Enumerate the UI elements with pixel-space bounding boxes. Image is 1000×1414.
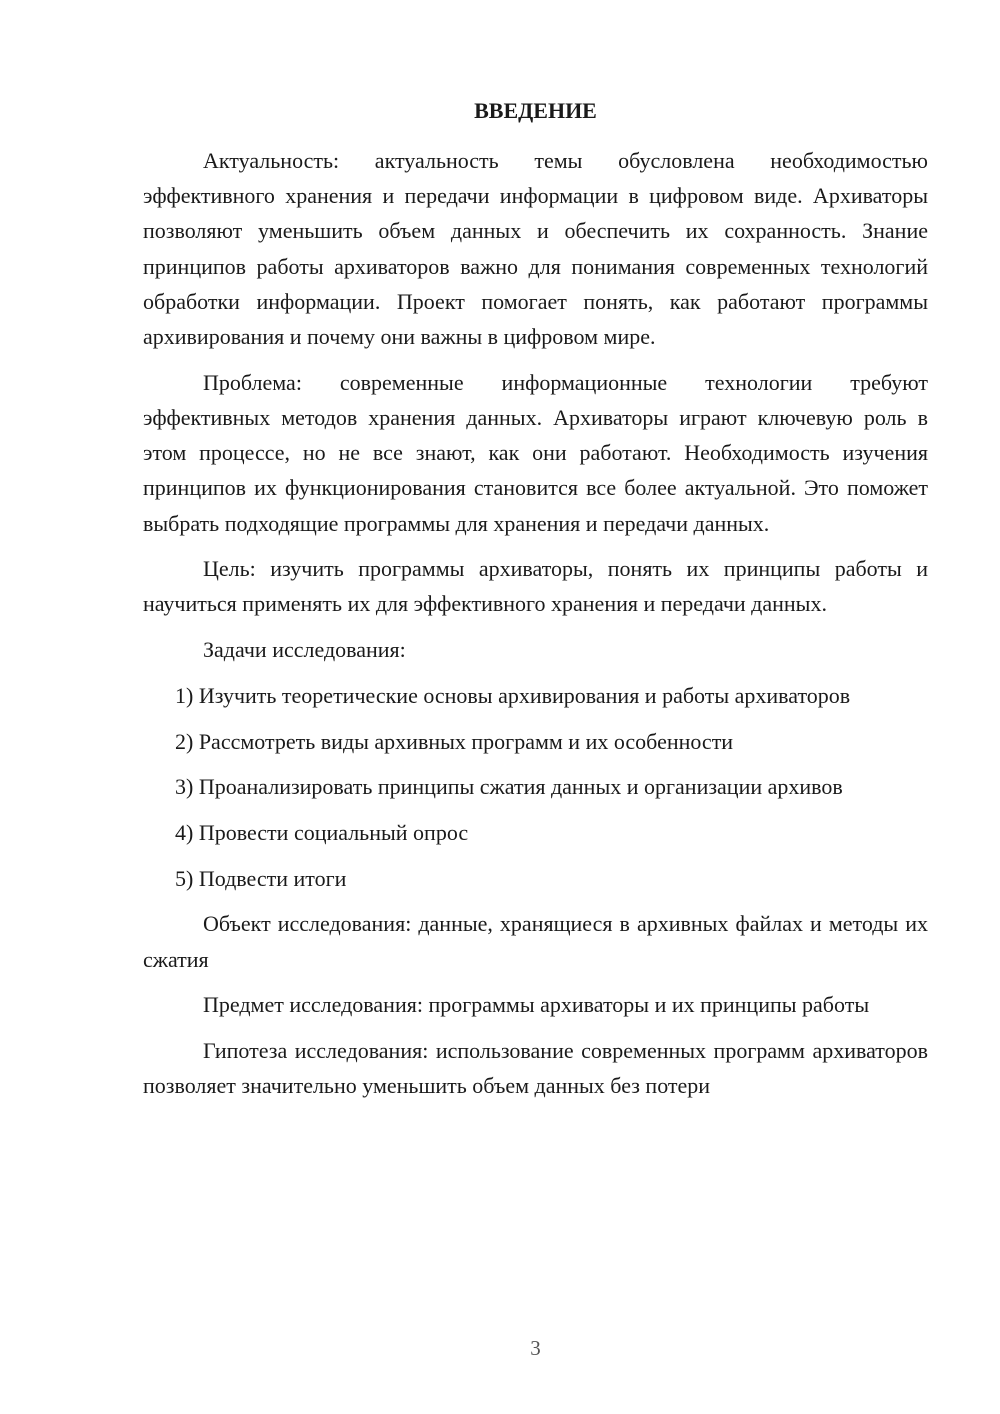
document-body — [143, 143, 928, 1114]
task-item-3: 3) Проанализировать принципы сжатия данных и организации архивов — [175, 774, 843, 800]
paragraph-problem: Проблема: современные информационные технологии требуют эффективных методов хранения данных. Архиваторы играют ключевую роль в этом процессе, но не все знают, как они работают. Необходимость изучения принципов их функционирования становится все более актуальной. Это поможет выбрать подходящие программы для хранения и передачи данных. — [143, 369, 928, 536]
page-number: 3 — [530, 1336, 541, 1360]
task-item-4: 4) Провести социальный опрос — [175, 819, 469, 845]
paragraph-subject: Предмет исследования: программы архиваторы и их принципы работы — [203, 992, 870, 1018]
paragraph-hypothesis: Гипотеза исследования: использование современных программ архиваторов позволяет значительно уменьшить объем данных без потери — [143, 1037, 928, 1099]
paragraph-tasks-heading: Задачи исследования: — [203, 637, 406, 663]
page-heading: ВВЕДЕНИЕ — [474, 98, 597, 123]
task-item-1: 1) Изучить теоретические основы архивирования и работы архиваторов — [175, 682, 851, 708]
paragraph-goal: Цель: изучить программы архиваторы, понять их принципы работы и научиться применять их для эффективного хранения и передачи данных. — [143, 556, 928, 617]
task-item-5: 5) Подвести итоги — [175, 865, 347, 891]
paragraph-object: Объект исследования: данные, хранящиеся в архивных файлах и методы их сжатия — [143, 911, 928, 972]
paragraph-relevance: Актуальность: актуальность темы обусловлена необходимостью эффективного хранения и передачи информации в цифровом виде. Архиваторы позволяют уменьшить объем данных и обеспечить их сохранность. Знание принципов работы архиваторов важно для понимания современных технологий обработки информации. Проект помогает понять, как работают программы архивирования и почему они важны в цифровом мире. — [143, 148, 928, 350]
task-item-2: 2) Рассмотреть виды архивных программ и их особенности — [175, 728, 734, 754]
